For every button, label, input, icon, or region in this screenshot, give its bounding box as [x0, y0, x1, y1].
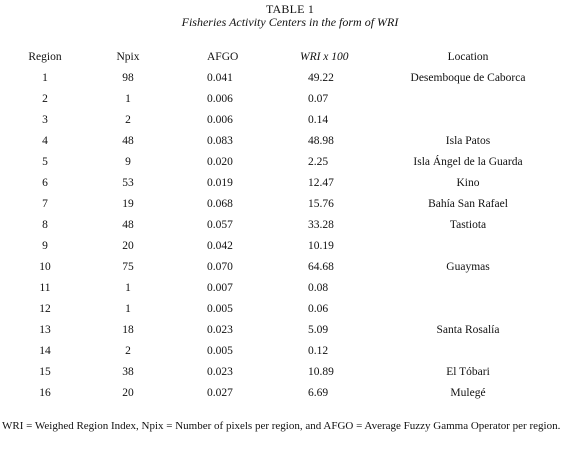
cell-wri: 0.08	[308, 282, 329, 294]
table-row	[8, 278, 560, 299]
cell-location	[376, 341, 560, 362]
cell-location	[376, 110, 560, 131]
cell-npix: 1	[125, 303, 131, 315]
cell-npix: 48	[122, 219, 134, 231]
cell-location: Guaymas	[446, 261, 490, 273]
table-row	[8, 299, 560, 320]
cell-afgo: 0.042	[207, 240, 233, 252]
cell-afgo: 0.041	[207, 72, 233, 84]
cell-afgo: 0.083	[207, 135, 233, 147]
cell-npix: 75	[122, 261, 134, 273]
cell-wri: 0.14	[308, 114, 329, 126]
cell-region: 8	[42, 219, 48, 231]
header-location: Location	[447, 51, 489, 63]
cell-npix: 1	[125, 93, 131, 105]
cell-region: 2	[42, 93, 48, 105]
cell-npix: 20	[122, 240, 134, 252]
cell-wri: 0.07	[308, 93, 329, 105]
cell-location	[376, 236, 560, 257]
cell-afgo: 0.027	[207, 387, 233, 399]
table-row	[8, 110, 560, 131]
cell-location: El Tóbari	[446, 366, 490, 378]
cell-npix: 20	[122, 387, 134, 399]
cell-npix: 2	[125, 114, 131, 126]
cell-afgo: 0.007	[207, 282, 233, 294]
table-row	[8, 131, 560, 152]
cell-region: 13	[39, 324, 51, 336]
cell-wri: 2.25	[308, 156, 329, 168]
cell-region: 12	[39, 303, 51, 315]
cell-wri: 10.89	[308, 366, 334, 378]
table-row	[8, 320, 560, 341]
cell-wri: 48.98	[308, 135, 334, 147]
cell-location: Santa Rosalía	[436, 324, 500, 336]
cell-location	[376, 278, 560, 299]
table-row	[8, 362, 560, 383]
cell-npix: 1	[125, 282, 131, 294]
cell-region: 14	[39, 345, 51, 357]
table-row	[8, 68, 560, 89]
cell-wri: 64.68	[308, 261, 334, 273]
header-region: Region	[28, 51, 62, 63]
cell-region: 3	[42, 114, 48, 126]
cell-region: 7	[42, 198, 48, 210]
cell-npix: 98	[122, 72, 134, 84]
cell-region: 6	[42, 177, 48, 189]
cell-afgo: 0.070	[207, 261, 233, 273]
cell-wri: 33.28	[308, 219, 334, 231]
cell-afgo: 0.068	[207, 198, 233, 210]
cell-wri: 0.06	[308, 303, 329, 315]
cell-wri: 49.22	[308, 72, 334, 84]
cell-region: 1	[42, 72, 48, 84]
cell-npix: 48	[122, 135, 134, 147]
cell-afgo: 0.023	[207, 324, 233, 336]
cell-location: Tastiota	[449, 219, 487, 231]
cell-location	[376, 89, 560, 110]
table-row	[8, 257, 560, 278]
cell-afgo: 0.057	[207, 219, 233, 231]
cell-region: 10	[39, 261, 51, 273]
cell-afgo: 0.019	[207, 177, 233, 189]
fisheries-table	[8, 47, 560, 404]
cell-npix: 19	[122, 198, 134, 210]
table-row	[8, 236, 560, 257]
cell-region: 5	[42, 156, 48, 168]
cell-region: 11	[39, 282, 51, 294]
table-footnote: WRI = Weighed Region Index, Npix = Number of pixels per region, and AFGO = Average Fuzzy Gamma Operator per region.	[2, 420, 561, 432]
table-body	[8, 68, 560, 404]
table-header-row	[8, 47, 560, 68]
cell-region: 15	[39, 366, 51, 378]
table-row	[8, 341, 560, 362]
cell-wri: 5.09	[308, 324, 329, 336]
cell-npix: 9	[125, 156, 131, 168]
cell-region: 16	[39, 387, 51, 399]
cell-npix: 18	[122, 324, 134, 336]
cell-npix: 2	[125, 345, 131, 357]
cell-location	[376, 299, 560, 320]
table-row	[8, 173, 560, 194]
table-label: TABLE 1	[265, 2, 315, 16]
cell-location: Isla Ángel de la Guarda	[413, 156, 523, 168]
table-row	[8, 89, 560, 110]
table-row	[8, 194, 560, 215]
cell-location: Isla Patos	[445, 135, 491, 147]
table-row	[8, 152, 560, 173]
cell-afgo: 0.020	[207, 156, 233, 168]
cell-region: 4	[42, 135, 48, 147]
cell-npix: 53	[122, 177, 134, 189]
cell-wri: 0.12	[308, 345, 329, 357]
cell-npix: 38	[122, 366, 134, 378]
cell-afgo: 0.006	[207, 114, 233, 126]
header-afgo: AFGO	[207, 51, 239, 63]
cell-region: 9	[42, 240, 48, 252]
cell-location: Bahía San Rafael	[428, 198, 508, 210]
cell-wri: 15.76	[308, 198, 334, 210]
table-row	[8, 215, 560, 236]
cell-location: Kino	[456, 177, 480, 189]
cell-afgo: 0.005	[207, 303, 233, 315]
cell-location: Mulegé	[450, 387, 486, 399]
header-npix: Npix	[116, 51, 140, 63]
table-title: Fisheries Activity Centers in the form of WRI	[181, 15, 399, 29]
cell-wri: 6.69	[308, 387, 329, 399]
cell-location: Desemboque de Caborca	[410, 72, 526, 84]
header-wri: WRI x 100	[300, 51, 349, 63]
table-row	[8, 383, 560, 404]
cell-afgo: 0.005	[207, 345, 233, 357]
cell-wri: 10.19	[308, 240, 334, 252]
cell-wri: 12.47	[308, 177, 334, 189]
cell-afgo: 0.006	[207, 93, 233, 105]
cell-afgo: 0.023	[207, 366, 233, 378]
